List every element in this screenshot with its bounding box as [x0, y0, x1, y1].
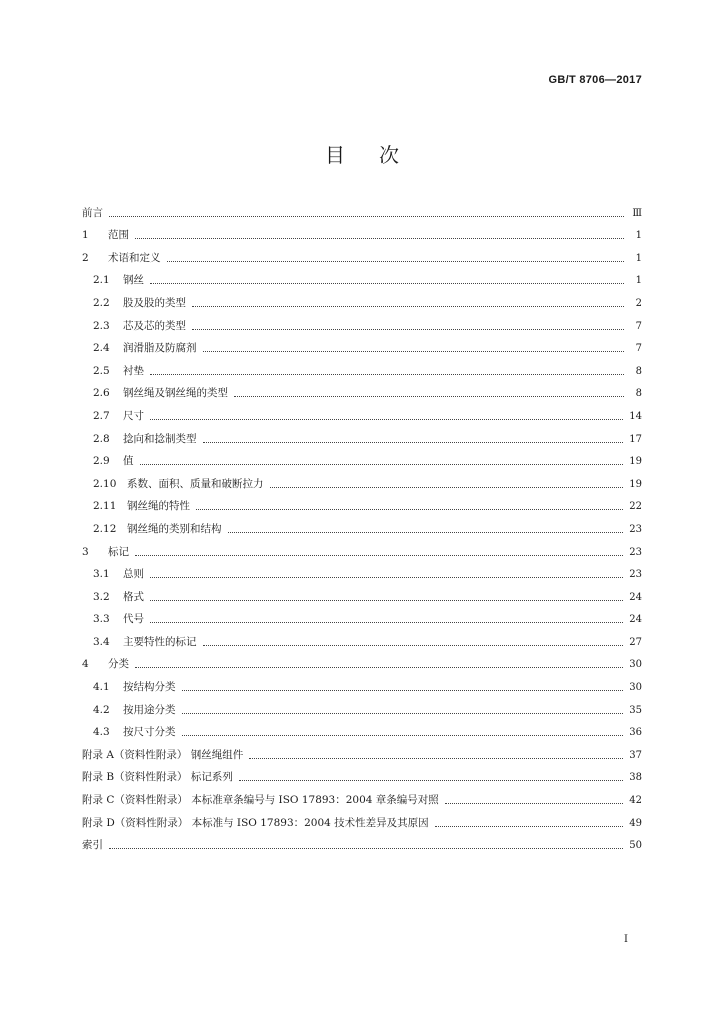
- toc-entry-number: 4.3: [93, 726, 110, 739]
- toc-entry[interactable]: [82, 604, 642, 627]
- toc-dot-leader: [150, 622, 623, 623]
- toc-dot-leader: [150, 600, 623, 601]
- toc-entry-number: 3.1: [93, 568, 110, 581]
- toc-dot-leader: [228, 532, 624, 533]
- toc-entry-number: 2.8: [93, 432, 110, 445]
- toc-entry-label: 捻向和捻制类型: [123, 432, 197, 445]
- toc-entry-label: 尺寸: [123, 409, 144, 422]
- toc-entry-page: 8: [635, 388, 642, 400]
- toc-entry[interactable]: [82, 739, 642, 762]
- toc-entry-page: 37: [629, 749, 642, 761]
- toc-entry-page: 23: [629, 569, 642, 581]
- toc-entry-page: 23: [629, 523, 642, 535]
- toc-dot-leader: [135, 238, 624, 239]
- page-number: I: [624, 934, 628, 945]
- toc-entry-page: 1: [635, 275, 642, 287]
- toc-entry-label: 代号: [123, 613, 144, 626]
- toc-entry-number: 2.2: [93, 296, 110, 309]
- toc-entry-label: 术语和定义: [108, 251, 161, 264]
- toc-entry-page: 50: [629, 840, 642, 852]
- toc-entry-number: 2.7: [93, 409, 110, 422]
- toc-entry[interactable]: [82, 242, 642, 265]
- toc-dot-leader: [239, 780, 623, 781]
- toc-entry[interactable]: [82, 694, 642, 717]
- toc-entry-page: 1: [635, 230, 642, 242]
- toc-entry[interactable]: [82, 536, 642, 559]
- toc-dot-leader: [445, 803, 623, 804]
- toc-entry-label: 附录 A（资料性附录） 钢丝绳组件: [82, 748, 244, 761]
- toc-entry-number: 4: [82, 658, 89, 671]
- toc-dot-leader: [192, 329, 624, 330]
- toc-entry-label: 钢丝绳的特性: [127, 500, 190, 513]
- toc-entry[interactable]: [82, 355, 642, 378]
- toc-dot-leader: [234, 396, 624, 397]
- toc-entry[interactable]: [82, 197, 642, 220]
- toc-entry-page: 7: [635, 320, 642, 332]
- toc-entry-number: 2.12: [93, 522, 117, 535]
- toc-dot-leader: [203, 351, 625, 352]
- toc-entry-page: 17: [629, 433, 642, 445]
- toc-entry-number: 2.9: [93, 455, 110, 468]
- toc-entry-label: 钢丝: [123, 274, 144, 287]
- toc-entry-label: 前言: [82, 206, 103, 219]
- toc-entry-label: 芯及芯的类型: [123, 319, 186, 332]
- toc-entry[interactable]: [82, 717, 642, 740]
- toc-entry-number: 3.3: [93, 613, 110, 626]
- toc-entry-page: 23: [629, 546, 642, 558]
- toc-entry-page: 38: [629, 772, 642, 784]
- toc-entry-label: 衬垫: [123, 364, 144, 377]
- toc-entry[interactable]: [82, 468, 642, 491]
- toc-entry-label: 钢丝绳的类别和结构: [127, 522, 222, 535]
- toc-entry[interactable]: [82, 649, 642, 672]
- table-of-contents: [82, 197, 642, 852]
- toc-dot-leader: [203, 645, 624, 646]
- toc-entry-number: 2.10: [93, 477, 117, 490]
- toc-dot-leader: [109, 848, 623, 849]
- toc-entry[interactable]: [82, 626, 642, 649]
- toc-entry-page: 49: [629, 817, 642, 829]
- toc-entry[interactable]: [82, 400, 642, 423]
- toc-entry-number: 3: [82, 545, 89, 558]
- toc-entry-page: Ⅲ: [632, 207, 642, 219]
- toc-entry-label: 系数、面积、质量和破断拉力: [127, 477, 264, 490]
- toc-entry-page: 22: [629, 501, 642, 513]
- toc-entry-number: 2.1: [93, 274, 110, 287]
- toc-entry-number: 4.1: [93, 681, 110, 694]
- toc-dot-leader: [435, 826, 624, 827]
- toc-entry-page: 27: [629, 636, 642, 648]
- toc-entry-number: 2.4: [93, 342, 110, 355]
- toc-entry-page: 7: [635, 343, 642, 355]
- toc-dot-leader: [140, 464, 624, 465]
- toc-entry-page: 36: [629, 727, 642, 739]
- toc-entry[interactable]: [82, 333, 642, 356]
- toc-entry-number: 2.6: [93, 387, 110, 400]
- toc-entry-page: 24: [629, 614, 642, 626]
- toc-entry[interactable]: [82, 581, 642, 604]
- toc-entry[interactable]: [82, 220, 642, 243]
- toc-entry-number: 2.11: [93, 500, 117, 513]
- toc-entry-label: 钢丝绳及钢丝绳的类型: [123, 387, 228, 400]
- toc-entry[interactable]: [82, 491, 642, 514]
- toc-entry[interactable]: [82, 513, 642, 536]
- toc-entry-number: 2.3: [93, 319, 110, 332]
- toc-dot-leader: [150, 577, 623, 578]
- toc-entry-label: 附录 C（资料性附录） 本标准章条编号与 ISO 17893：2004 章条编号对照: [82, 794, 439, 807]
- toc-entry-label: 总则: [123, 568, 144, 581]
- toc-dot-leader: [150, 283, 624, 284]
- toc-entry-label: 润滑脂及防腐剂: [123, 342, 197, 355]
- toc-entry[interactable]: [82, 762, 642, 785]
- toc-entry-label: 格式: [123, 590, 144, 603]
- toc-entry-page: 35: [629, 704, 642, 716]
- toc-entry-label: 按结构分类: [123, 681, 176, 694]
- toc-entry-page: 8: [635, 365, 642, 377]
- toc-entry-page: 19: [629, 456, 642, 468]
- toc-dot-leader: [150, 374, 624, 375]
- toc-entry-label: 股及股的类型: [123, 296, 186, 309]
- toc-entry-label: 分类: [108, 658, 129, 671]
- toc-dot-leader: [182, 735, 624, 736]
- toc-dot-leader: [182, 713, 624, 714]
- title-part-1: 目: [325, 143, 345, 167]
- toc-dot-leader: [109, 216, 624, 217]
- toc-entry-page: 30: [629, 682, 642, 694]
- toc-entry-number: 2: [82, 251, 89, 264]
- page-title: [0, 139, 724, 168]
- toc-dot-leader: [135, 555, 623, 556]
- toc-entry[interactable]: [82, 287, 642, 310]
- toc-entry-label: 标记: [108, 545, 129, 558]
- toc-entry[interactable]: [82, 265, 642, 288]
- toc-entry[interactable]: [82, 446, 642, 469]
- toc-entry-label: 主要特性的标记: [123, 635, 197, 648]
- toc-entry[interactable]: [82, 378, 642, 401]
- toc-dot-leader: [182, 690, 624, 691]
- toc-entry-label: 附录 B（资料性附录） 标记系列: [82, 771, 233, 784]
- toc-entry-page: 1: [635, 252, 642, 264]
- toc-entry-number: 3.4: [93, 635, 110, 648]
- toc-entry-number: 4.2: [93, 703, 110, 716]
- toc-dot-leader: [270, 487, 624, 488]
- toc-dot-leader: [150, 419, 623, 420]
- toc-entry[interactable]: [82, 807, 642, 830]
- toc-entry-label: 范围: [108, 229, 129, 242]
- toc-entry[interactable]: [82, 423, 642, 446]
- toc-entry[interactable]: [82, 671, 642, 694]
- toc-entry-page: 19: [629, 478, 642, 490]
- standard-code: GB/T 8706—2017: [548, 74, 642, 86]
- toc-entry-number: 3.2: [93, 590, 110, 603]
- toc-entry-page: 30: [629, 659, 642, 671]
- toc-entry[interactable]: [82, 830, 642, 853]
- toc-entry-label: 附录 D（资料性附录） 本标准与 ISO 17893：2004 技术性差异及其原因: [82, 816, 429, 829]
- toc-entry-page: 2: [635, 297, 642, 309]
- toc-entry[interactable]: [82, 784, 642, 807]
- toc-entry[interactable]: [82, 559, 642, 582]
- toc-entry[interactable]: [82, 310, 642, 333]
- toc-entry-label: 按用途分类: [123, 703, 176, 716]
- toc-entry-number: 2.5: [93, 364, 110, 377]
- toc-entry-number: 1: [82, 229, 89, 242]
- toc-dot-leader: [135, 667, 623, 668]
- title-part-2: 次: [379, 143, 399, 167]
- toc-entry-label: 按尺寸分类: [123, 726, 176, 739]
- toc-dot-leader: [249, 758, 623, 759]
- toc-entry-page: 42: [629, 795, 642, 807]
- toc-dot-leader: [192, 306, 624, 307]
- toc-dot-leader: [196, 509, 623, 510]
- toc-entry-label: 值: [123, 455, 134, 468]
- toc-dot-leader: [167, 261, 625, 262]
- toc-dot-leader: [203, 442, 624, 443]
- toc-entry-page: 24: [629, 591, 642, 603]
- toc-entry-page: 14: [629, 410, 642, 422]
- toc-entry-label: 索引: [82, 839, 103, 852]
